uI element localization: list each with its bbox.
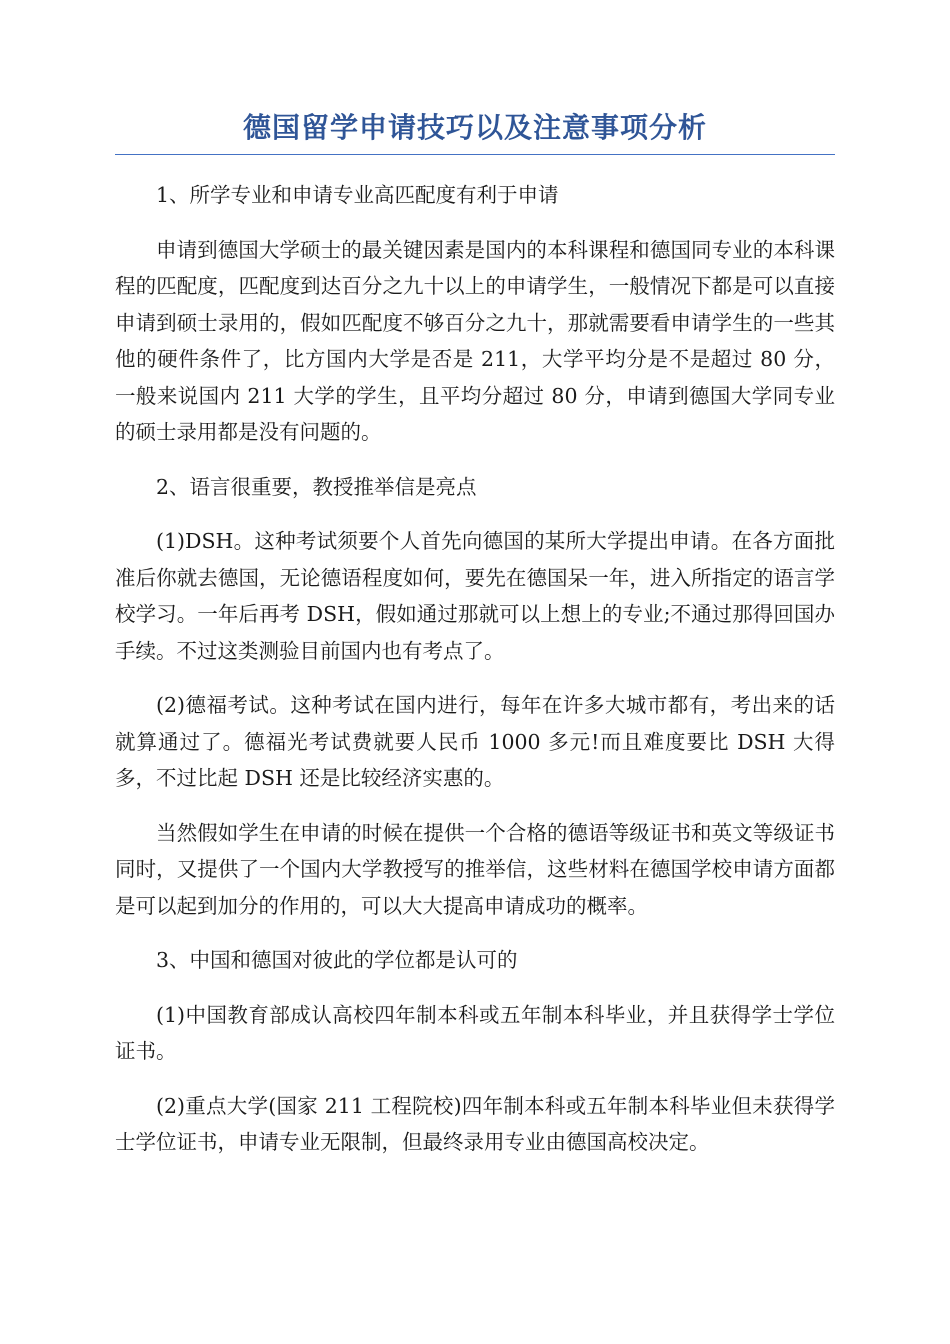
paragraph: 当然假如学生在申请的时候在提供一个合格的德语等级证书和英文等级证书同时，又提供了一个国内大学教授写的推举信，这些材料在德国学校申请方面都是可以起到加分的作用的，可以大大提高申请成功的概率。 <box>115 820 835 918</box>
section-heading-3: 3、中国和德国对彼此的学位都是认可的 <box>156 948 518 972</box>
paragraph: (1)中国教育部成认高校四年制本科或五年制本科毕业，并且获得学士学位证书。 <box>115 1002 835 1063</box>
paragraph: (1)DSH。这种考试须要个人首先向德国的某所大学提出申请。在各方面批准后你就去德国，无论德语程度如何，要先在德国呆一年，进入所指定的语言学校学习。一年后再考 DSH，假如通过那就可以上想上的专业;不通过那得回国办手续。不过这类测验目前国内也有考点了。 <box>115 529 835 663</box>
document-body <box>115 177 835 1161</box>
paragraph: 申请到德国大学硕士的最关键因素是国内的本科课程和德国同专业的本科课程的匹配度，匹配度到达百分之九十以上的申请学生，一般情况下都是可以直接申请到硕士录用的，假如匹配度不够百分之九十，那就需要看申请学生的一些其他的硬件条件了，比方国内大学是否是 211，大学平均分是不是超过 80 分，一般来说国内 211 大学的学生，且平均分超过 80 分，申请到德国大学同专业的硕士录用都是没有问题的。 <box>115 237 835 444</box>
document-page <box>115 108 835 1179</box>
section-heading-1: 1、所学专业和申请专业高匹配度有利于申请 <box>156 183 559 207</box>
paragraph: (2)重点大学(国家 211 工程院校)四年制本科或五年制本科毕业但未获得学士学位证书，申请专业无限制，但最终录用专业由德国高校决定。 <box>115 1093 835 1154</box>
paragraph: (2)德福考试。这种考试在国内进行，每年在许多大城市都有，考出来的话就算通过了。德福光考试费就要人民币 1000 多元!而且难度要比 DSH 大得多，不过比起 DSH 还是比较经济实惠的。 <box>115 693 835 790</box>
document-title: 德国留学申请技巧以及注意事项分析 <box>115 108 835 155</box>
section-heading-2: 2、语言很重要，教授推举信是亮点 <box>156 474 477 499</box>
